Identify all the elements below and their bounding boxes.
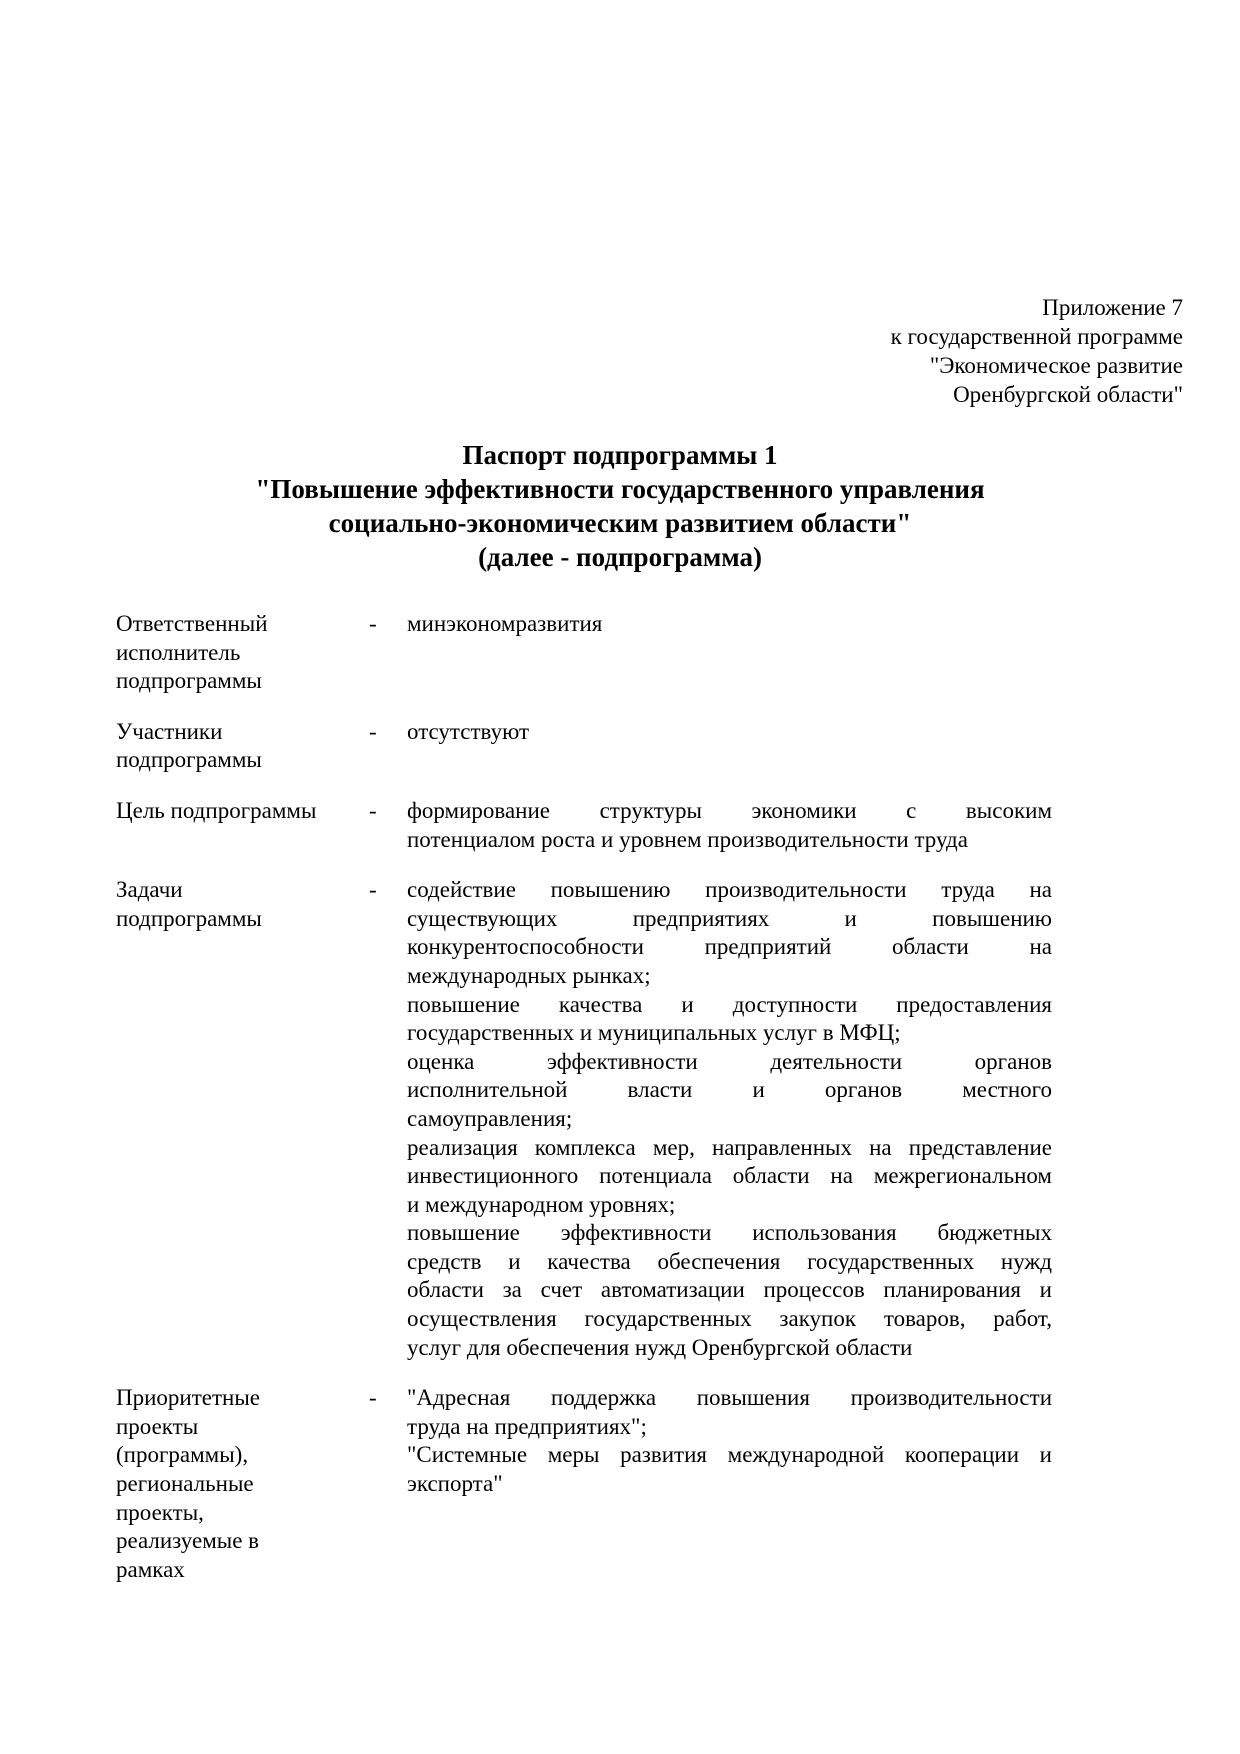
appendix-note: [583, 293, 1183, 409]
passport-row-value: [407, 1384, 1052, 1498]
value-line: реализация комплекса мер, направленных на представление: [407, 1134, 1052, 1160]
label-line: Задачи: [116, 877, 183, 903]
label-line: проекты: [116, 1413, 199, 1439]
label-line: подпрограммы: [116, 747, 262, 773]
passport-row-label: [116, 718, 369, 775]
passport-row-value: [407, 718, 1052, 747]
value-line: государственных и муниципальных услуг в МФЦ;: [407, 1020, 901, 1046]
appendix-line: к государственной программе: [890, 324, 1183, 349]
value-line: труда на предприятиях";: [407, 1413, 647, 1439]
label-line: исполнитель: [116, 639, 241, 665]
appendix-line: Оренбургской области": [953, 382, 1183, 407]
value-line: конкурентоспособности предприятий области на: [407, 934, 1052, 960]
passport-row-label: [116, 610, 369, 696]
label-line: Ответственный: [116, 611, 268, 636]
title-line: "Повышение эффективности государственного управления: [255, 474, 985, 504]
passport-row-dash: -: [369, 797, 377, 823]
value-line: услуг для обеспечения нужд Оренбургской области: [407, 1334, 913, 1360]
appendix-line: Приложение 7: [1042, 295, 1183, 320]
page-title: [0, 438, 1240, 574]
passport-row-value: [407, 876, 1052, 1362]
label-line: региональные: [116, 1471, 254, 1497]
passport-row: [116, 797, 1052, 854]
title-line: социально-экономическим развитием области": [328, 508, 912, 538]
value-line: инвестиционного потенциала области на межрегиональном: [407, 1163, 1052, 1189]
passport-row-label: [116, 876, 369, 933]
label-line: подпрограммы: [116, 905, 262, 931]
value-line: средств и качества обеспечения государственных нужд: [407, 1248, 1052, 1274]
passport-row-value: [407, 797, 1052, 854]
title-line: Паспорт подпрограммы 1: [462, 440, 778, 470]
value-line: "Адресная поддержка повышения производительности: [407, 1385, 1052, 1411]
value-line: повышение качества и доступности предоставления: [407, 991, 1052, 1017]
value-line: международных рынках;: [407, 962, 651, 988]
value-line: повышение эффективности использования бюджетных: [407, 1220, 1052, 1246]
title-line: (далее - подпрограмма): [478, 542, 762, 572]
value-line: экспорта": [407, 1471, 503, 1497]
value-line: содействие повышению производительности труда на: [407, 877, 1052, 903]
passport-row-dash: -: [369, 877, 377, 903]
label-line: подпрограммы: [116, 668, 262, 694]
label-line: реализуемые в: [116, 1528, 260, 1554]
label-line: Участники: [116, 718, 223, 744]
value-line: области за счет автоматизации процессов планирования и: [407, 1277, 1052, 1303]
label-line: проекты,: [116, 1499, 204, 1525]
passport-row: [116, 610, 1052, 696]
value-line: потенциалом роста и уровнем производительности труда: [407, 826, 968, 852]
label-line: (программы),: [116, 1442, 249, 1468]
label-line: Цель подпрограммы: [116, 797, 317, 823]
passport-row: [116, 876, 1052, 1362]
passport-row-value: [407, 610, 1052, 639]
value-line: и международном уровнях;: [407, 1191, 676, 1217]
value-line: оценка эффективности деятельности органов: [407, 1048, 1052, 1074]
passport-row: [116, 718, 1052, 775]
value-line: минэкономразвития: [407, 611, 603, 636]
value-line: осуществления государственных закупок товаров, работ,: [407, 1306, 1052, 1332]
value-line: отсутствуют: [407, 718, 530, 744]
value-line: формирование структуры экономики с высоким: [407, 797, 1052, 823]
passport-row-dash: -: [369, 1385, 377, 1411]
value-line: "Системные меры развития международной кооперации и: [407, 1442, 1052, 1468]
passport-table: [116, 610, 1052, 1606]
passport-row-label: [116, 1384, 369, 1584]
value-line: самоуправления;: [407, 1105, 573, 1131]
passport-row-label: [116, 797, 369, 826]
value-line: исполнительной власти и органов местного: [407, 1077, 1052, 1103]
passport-row-dash: -: [369, 611, 377, 636]
passport-row: [116, 1384, 1052, 1584]
label-line: рамках: [116, 1556, 185, 1582]
label-line: Приоритетные: [116, 1385, 261, 1411]
value-line: существующих предприятиях и повышению: [407, 905, 1052, 931]
appendix-line: "Экономическое развитие: [929, 353, 1183, 378]
passport-row-dash: -: [369, 718, 377, 744]
